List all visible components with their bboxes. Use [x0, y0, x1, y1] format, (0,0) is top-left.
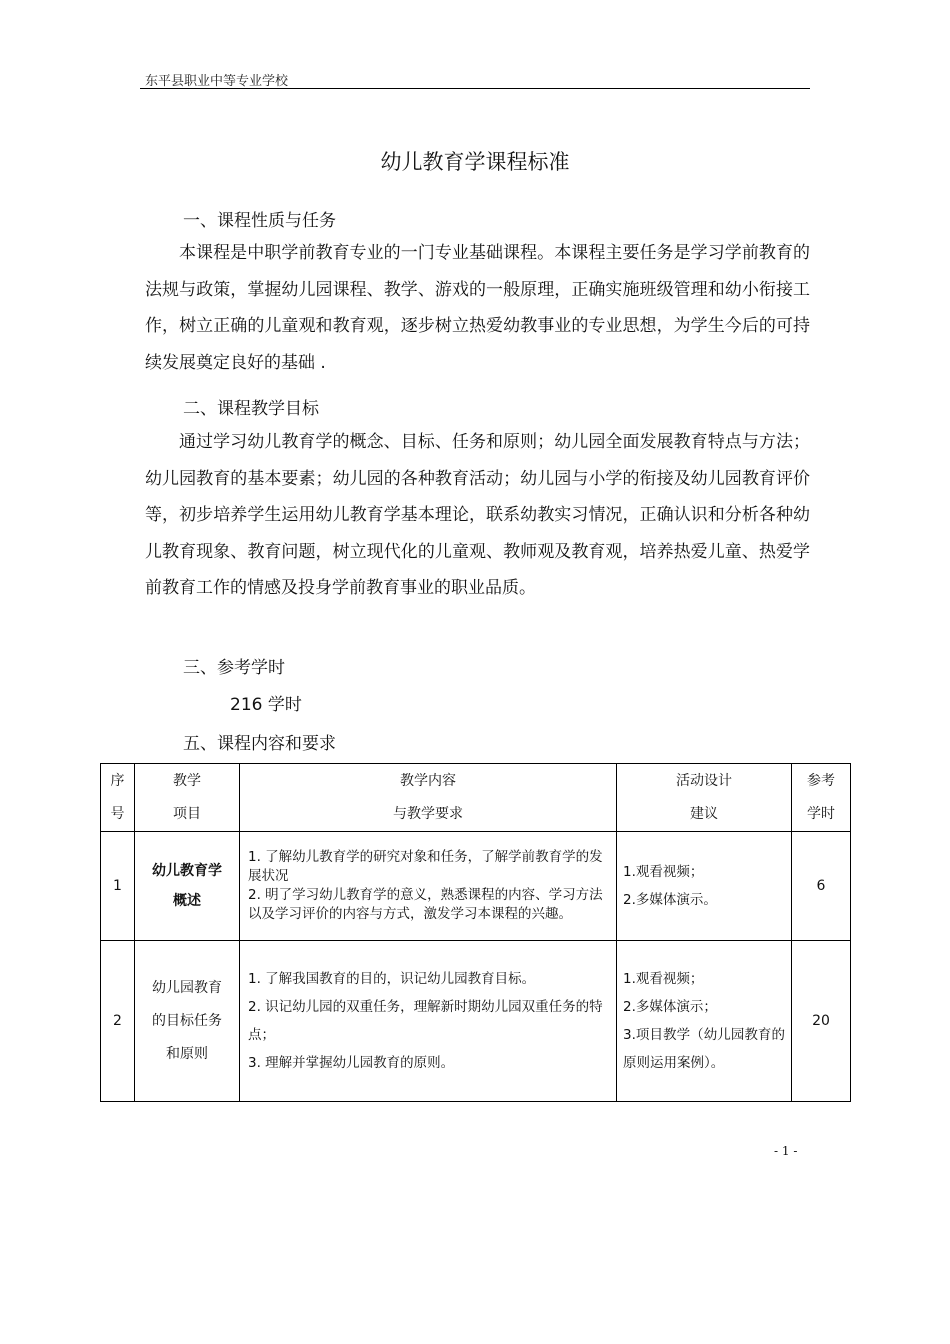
row-item: 幼儿教育学 概述 — [135, 832, 240, 941]
header-no: 序 号 — [101, 764, 135, 832]
section-1-paragraph: 本课程是中职学前教育专业的一门专业基础课程。本课程主要任务是学习学前教育的法规与政策，掌握幼儿园课程、教学、游戏的一般原理，正确实施班级管理和幼小衔接工作，树立正确的儿童观和教育观，逐步树立热爱幼教事业的专业思想，为学生今后的可持续发展奠定良好的基础 . — [145, 243, 810, 373]
row-activity: 1.观看视频； 2.多媒体演示； 3.项目教学（幼儿园教育的原则运用案例）。 — [617, 941, 792, 1102]
row-hours: 6 — [792, 832, 851, 941]
table-header-row — [101, 764, 851, 832]
row-number: 1 — [101, 832, 135, 941]
header-content: 教学内容 与教学要求 — [240, 764, 617, 832]
header-school-name: 东平县职业中等专业学校 — [145, 74, 289, 89]
header-hours: 参考 学时 — [792, 764, 851, 832]
row-content: 1. 了解我国教育的目的，识记幼儿园教育目标。 2. 识记幼儿园的双重任务，理解新时期幼儿园双重任务的特点； 3. 理解并掌握幼儿园教育的原则。 — [240, 941, 617, 1102]
header-activity: 活动设计 建议 — [617, 764, 792, 832]
row-hours: 20 — [792, 941, 851, 1102]
row-item: 幼儿园教育 的目标任务 和原则 — [135, 941, 240, 1102]
reference-hours: 216 学时 — [230, 695, 302, 715]
page-number: - 1 - — [774, 1144, 798, 1158]
table-row — [101, 941, 851, 1102]
header-divider — [140, 88, 810, 89]
section-2-heading: 二、课程教学目标 — [183, 399, 319, 419]
section-1-heading: 一、课程性质与任务 — [183, 211, 336, 231]
row-content: 1. 了解幼儿教育学的研究对象和任务，了解学前教育学的发展状况 2. 明了学习幼儿教育学的意义，熟悉课程的内容、学习方法以及学习评价的内容与方式，激发学习本课程的兴趣。 — [240, 832, 617, 941]
header-item: 教学 项目 — [135, 764, 240, 832]
table-row — [101, 832, 851, 941]
row-activity: 1.观看视频； 2.多媒体演示。 — [617, 832, 792, 941]
course-content-table — [100, 763, 851, 1102]
section-5-heading: 五、课程内容和要求 — [183, 734, 336, 754]
section-3-heading: 三、参考学时 — [183, 658, 285, 678]
section-2-paragraph: 通过学习幼儿教育学的概念、目标、任务和原则；幼儿园全面发展教育特点与方法；幼儿园教育的基本要素；幼儿园的各种教育活动；幼儿园与小学的衔接及幼儿园教育评价等，初步培养学生运用幼儿教育学基本理论，联系幼教实习情况，正确认识和分析各种幼儿教育现象、教育问题，树立现代化的儿童观、教师观及教育观，培养热爱儿童、热爱学前教育工作的情感及投身学前教育事业的职业品质。 — [145, 432, 810, 598]
row-number: 2 — [101, 941, 135, 1102]
document-title: 幼儿教育学课程标准 — [380, 150, 570, 174]
